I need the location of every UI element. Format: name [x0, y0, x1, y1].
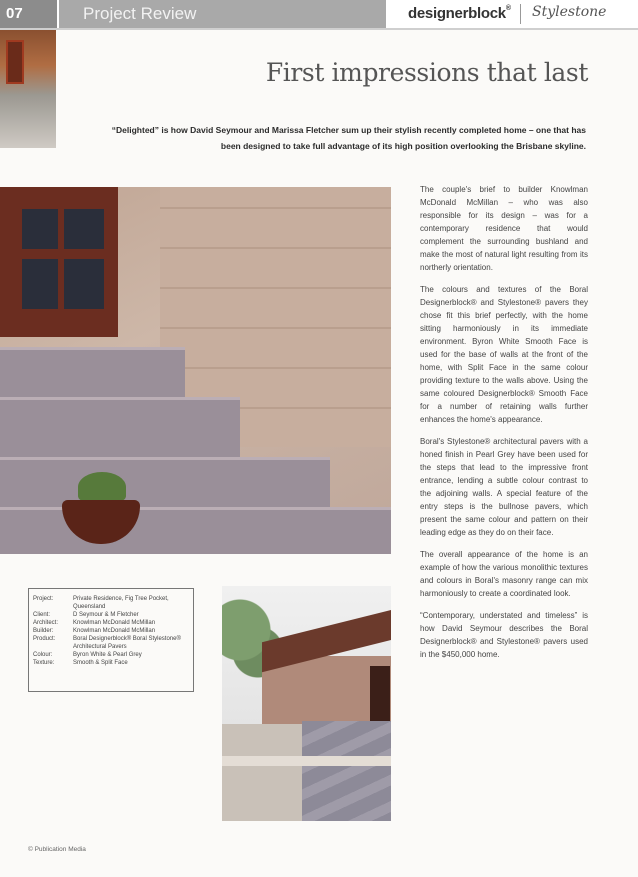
window-pane [22, 259, 58, 309]
photo-step [0, 457, 330, 510]
credit-key: Client: [33, 612, 51, 618]
body-paragraph: “Contemporary, understated and timeless” is how David Seymour describes the Boral Designerblock® and Stylestone® pavers used in the $450,000 home. [420, 611, 588, 659]
photo-retaining-wall [222, 724, 302, 821]
credit-key: Architect: [33, 620, 59, 626]
section-title: Project Review [59, 0, 386, 28]
stylestone-logo: Stylestone [532, 4, 607, 20]
credit-row [33, 635, 189, 651]
plant [78, 472, 126, 502]
photo-wall-cap [222, 756, 391, 766]
credit-value: Knowlman McDonald McMillan [73, 628, 156, 634]
body-paragraph: The couple's brief to builder Knowlman McDonald McMillan – who was also responsible for its design – was for a contemporary residence that would complement the surrounding bushland and make the most of natural light resulting from its northerly orientation. [420, 185, 588, 272]
credit-value: D Seymour & M Fletcher [73, 612, 139, 618]
thumbnail-photo [0, 30, 56, 148]
body-paragraph: The colours and textures of the Boral Designerblock® and Stylestone® pavers they chose fit this brief perfectly, with the home sitting harmoniously in its immediate environment. Byron White Smooth Face is used for the base of walls at the front of the home, with Split Face in the same colour providing texture to the walls above. Using the same coloured Designerblock® Smooth Face for a number of retaining walls further enhances the home's appearance. [420, 285, 588, 424]
header-rule [0, 28, 638, 30]
credit-row [33, 627, 189, 635]
entry-steps-photo [0, 187, 391, 554]
house-exterior-photo [222, 586, 391, 821]
credit-row [33, 611, 189, 619]
brand-name: designerblock [408, 5, 506, 22]
article-body [420, 183, 588, 670]
photo-step [0, 347, 185, 400]
body-paragraph: The overall appearance of the home is an example of how the various monolithic textures and colours in Boral's masonry range can mix harmoniously to create a coordinated look. [420, 550, 588, 598]
credit-row [33, 651, 189, 659]
credit-value: Private Residence, Fig Tree Pocket, Queensland [73, 596, 169, 610]
credit-key: Texture: [33, 660, 55, 666]
project-credits-box [28, 588, 194, 692]
credit-value: Knowlman McDonald McMillan [73, 620, 156, 626]
article-intro: “Delighted” is how David Seymour and Marissa Fletcher sum up their stylish recently completed home – one that has been designed to take full advantage of its high position overlooking the Brisbane skyline. [111, 125, 586, 151]
credit-value: Smooth & Split Face [73, 660, 128, 666]
credit-row [33, 595, 189, 611]
brand-logo [408, 5, 511, 22]
page-header [0, 0, 638, 28]
photo-pavers [302, 721, 391, 821]
window-pane [22, 209, 58, 249]
credit-value: Byron White & Pearl Grey [73, 652, 142, 658]
page-footer: © Publication Media [28, 846, 86, 853]
brand-mark: ® [505, 5, 511, 12]
credit-value: Boral Designerblock® Boral Stylestone® Architectural Pavers [73, 636, 181, 650]
credit-key: Project: [33, 596, 54, 602]
credit-key: Builder: [33, 628, 54, 634]
header-divider [520, 4, 521, 24]
photo-window [0, 187, 118, 337]
credit-key: Colour: [33, 652, 53, 658]
window-pane [64, 209, 104, 249]
photo-step [0, 397, 240, 460]
credit-row [33, 659, 189, 667]
photo-step [0, 507, 391, 554]
credit-row [33, 619, 189, 627]
window-pane [64, 259, 104, 309]
body-paragraph: Boral's Stylestone® architectural pavers with a honed finish in Pearl Grey have been used for the steps that lead to the impressive front entrance, lending a subtle colour contrast to the adjoining walls. A special feature of the entry steps is the bullnose pavers, which present the same colour and pattern on their leading edge as they do on their face. [420, 437, 588, 537]
article-title: First impressions that last [265, 58, 588, 87]
credit-key: Product: [33, 636, 56, 642]
page-number: 07 [0, 0, 57, 28]
photo-door [370, 666, 390, 726]
